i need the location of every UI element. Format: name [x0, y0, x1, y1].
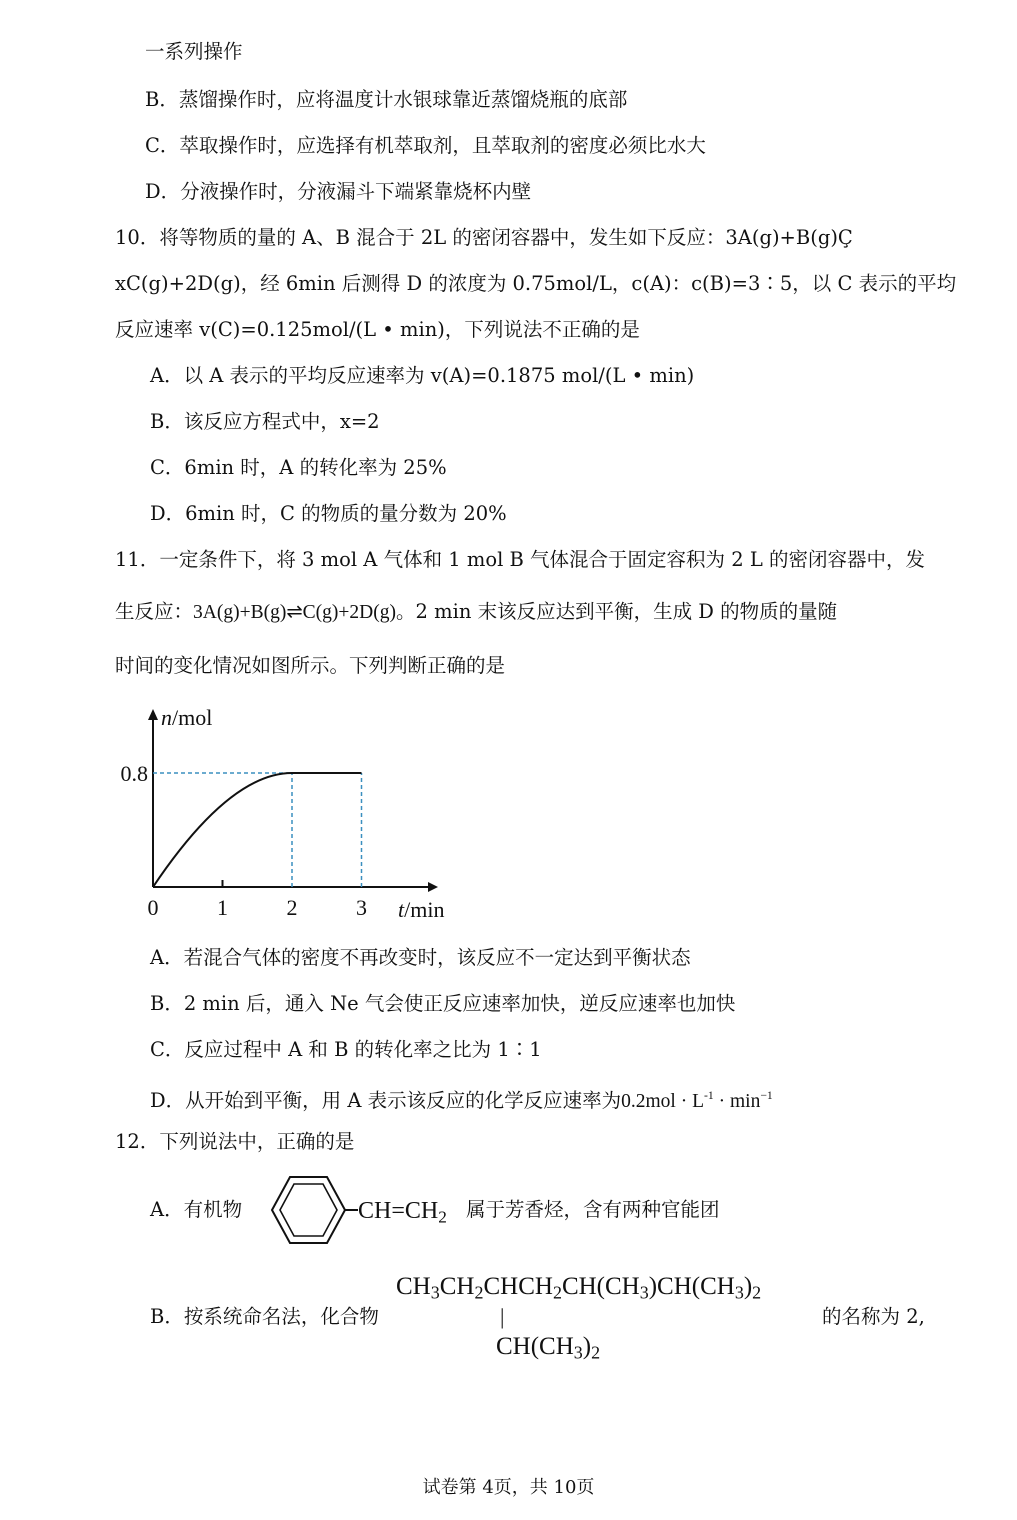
q11-option-c: C．反应过程中 A 和 B 的转化率之比为 1∶1 [150, 1038, 542, 1061]
d-amount-vs-time-chart [100, 695, 470, 935]
q12-stem: 12．下列说法中，正确的是 [115, 1130, 355, 1153]
series-line-d [153, 773, 362, 887]
q9-option-b: B．蒸馏操作时，应将温度计水银球靠近蒸馏烧瓶的底部 [145, 88, 628, 111]
x-tick-label-0: 0 [147, 895, 159, 920]
compound-branch: $CH(CH_3)_2$ [496, 1333, 601, 1363]
q12-option-a-suffix: 属于芳香烃，含有两种官能团 [466, 1198, 720, 1221]
vinyl-main: CH=CH [358, 1198, 439, 1224]
q11-stem-line1: 11．一定条件下，将 3 mol A 气体和 1 mol B 气体混合于固定容积为 2 L 的密闭容器中，发 [115, 548, 926, 571]
branch-bond: | [500, 1304, 505, 1329]
x-axis-label: t/min [398, 897, 445, 922]
q9-option-c: C．萃取操作时，应选择有机萃取剂，且萃取剂的密度必须比水大 [145, 134, 706, 157]
y-axis-arrow [148, 709, 158, 720]
q10-stem-line3: 反应速率 v(C)=0.125mol/(L • min)，下列说法不正确的是 [115, 318, 640, 341]
vinyl-group-formula [358, 1196, 447, 1232]
q12-option-b-suffix: 的名称为 2, [822, 1305, 925, 1328]
q11-option-d-text: D．从开始到平衡，用 A 表示该反应的化学反应速率为 [150, 1089, 622, 1113]
q11-option-d [150, 1082, 773, 1116]
rate-exponent-2: −1 [760, 1089, 773, 1102]
q11-stem-line3: 时间的变化情况如图所示。下列判断正确的是 [115, 654, 506, 677]
page-footer: 试卷第 4页，共 10页 [422, 1477, 595, 1498]
rate-unit-min: · min [713, 1091, 761, 1113]
q11-option-a: A．若混合气体的密度不再改变时，该反应不一定达到平衡状态 [150, 946, 691, 969]
q11-stem-prefix: 生反应： [115, 600, 194, 623]
q10-option-b: B．该反应方程式中，x=2 [150, 410, 380, 433]
q9-continuation: 一系列操作 [145, 40, 243, 63]
q10-option-c: C．6min 时，A 的转化率为 25% [150, 456, 447, 479]
q11-option-d-rate [621, 1091, 773, 1112]
q10-option-d: D．6min 时，C 的物质的量分数为 20% [150, 502, 507, 525]
q10-option-a: A．以 A 表示的平均反应速率为 v(A)=0.1875 mol/(L • min) [150, 364, 695, 387]
y-axis-label: n/mol [161, 705, 213, 730]
q12-option-a-prefix: A．有机物 [150, 1198, 243, 1221]
x-axis-arrow [428, 882, 438, 892]
y-tick-label-0.8: 0.8 [120, 761, 148, 786]
q12-option-b-prefix: B．按系统命名法，化合物 [150, 1305, 379, 1328]
rate-value: 0.2mol · L [621, 1091, 704, 1113]
x-tick-label-2: 2 [286, 895, 298, 920]
q11-reaction-equation: 3A(g)+B(g)⇌C(g)+2D(g) [193, 602, 396, 623]
q10-stem-line2: xC(g)+2D(g)，经 6min 后测得 D 的浓度为 0.75mol/L，c(A)：c(B)=3∶5，以 C 表示的平均 [115, 272, 957, 295]
q11-stem-suffix: 。2 min 末该反应达到平衡，生成 D 的物质的量随 [395, 600, 838, 623]
compound-main-chain: $CH_3CH_2CHCH_2CH(CH_3)CH(CH_3)_2$ [396, 1273, 762, 1303]
q9-option-d: D．分液操作时，分液漏斗下端紧靠烧杯内壁 [145, 180, 532, 203]
q10-stem-line1: 10．将等物质的量的 A、B 混合于 2L 的密闭容器中，发生如下反应：3A(g)+B(g)Ç [115, 226, 853, 249]
x-tick-label-1: 1 [217, 895, 228, 920]
vinyl-subscript: 2 [438, 1207, 447, 1227]
x-tick-label-3: 3 [356, 895, 367, 920]
q11-stem-line2 [115, 598, 837, 627]
rate-exponent-1: -1 [704, 1089, 714, 1102]
q11-option-b: B．2 min 后，通入 Ne 气会使正反应速率加快，逆反应速率也加快 [150, 992, 736, 1015]
